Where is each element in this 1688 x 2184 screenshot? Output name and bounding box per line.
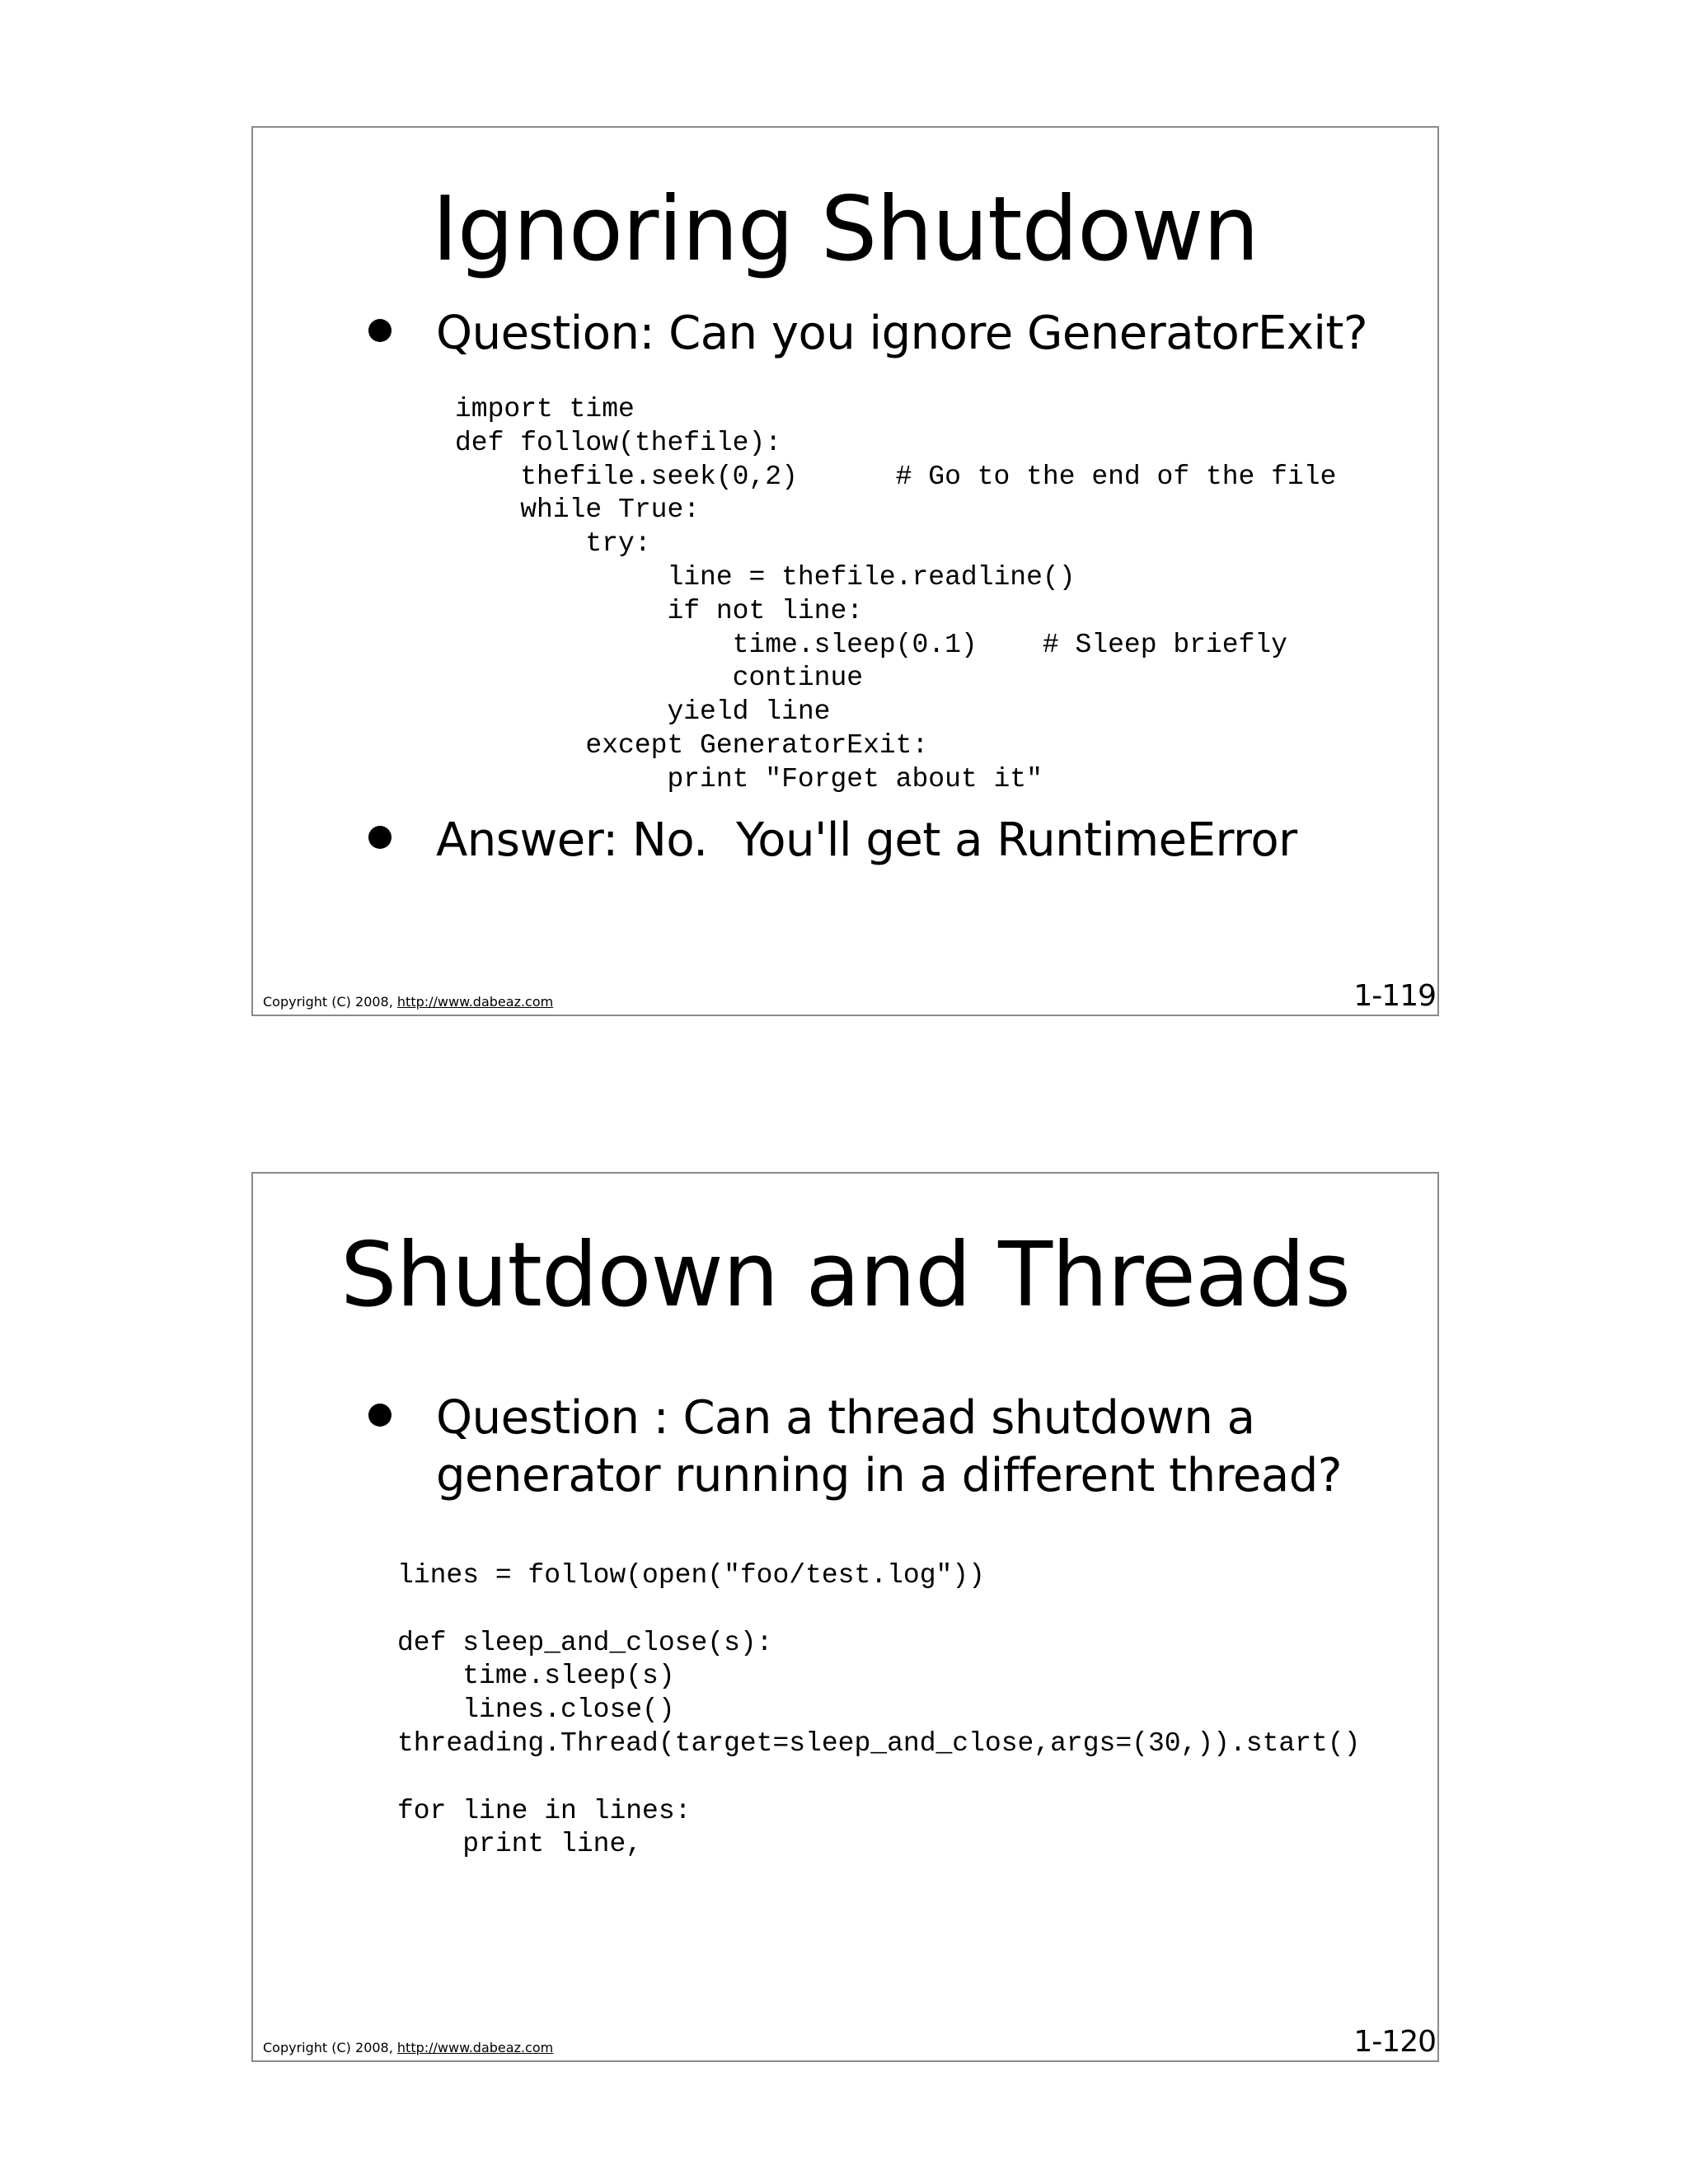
code-line: lines = follow(open("foo/test.log"))	[397, 1560, 985, 1591]
website-link[interactable]: http://www.dabeaz.com	[396, 2040, 554, 2055]
copyright-text: Copyright (C) 2008,	[263, 2040, 393, 2055]
bullet-dot-icon	[368, 826, 392, 849]
bullet-text: Question : Can a thread shutdown a generator running in a different thread?	[436, 1391, 1342, 1502]
code-line: threading.Thread(target=sleep_and_close,args=(30,)).start()	[397, 1727, 1361, 1759]
bullet-question	[368, 305, 1367, 363]
slide-ignoring-shutdown	[251, 126, 1439, 1016]
code-line: print line,	[397, 1829, 643, 1860]
copyright-text: Copyright (C) 2008,	[263, 994, 393, 1010]
code-line: continue	[455, 663, 864, 694]
slide-number: 1-119	[1353, 979, 1436, 1013]
code-line: while True:	[455, 494, 701, 526]
slide-number: 1-120	[1353, 2025, 1436, 2059]
code-line: thefile.seek(0,2) # Go to the end of the file	[455, 461, 1337, 492]
code-line: import time	[455, 394, 635, 424]
footer-copyright	[263, 994, 553, 1010]
code-line: lines.close()	[397, 1694, 675, 1726]
code-line: print "Forget about it"	[455, 763, 1043, 794]
bullet-text: Answer: No. You'll get a RuntimeError	[436, 813, 1297, 867]
bullet-question	[368, 1390, 1382, 1505]
code-block	[455, 393, 1336, 797]
footer-copyright	[263, 2040, 553, 2055]
bullet-dot-icon	[368, 319, 392, 342]
code-line: time.sleep(0.1) # Sleep briefly	[455, 629, 1287, 660]
slide-title: Ignoring Shutdown	[432, 178, 1259, 281]
bullet-dot-icon	[368, 1404, 392, 1427]
website-link[interactable]: http://www.dabeaz.com	[396, 994, 554, 1010]
code-line	[397, 1761, 1360, 1795]
bullet-text: Question: Can you ignore GeneratorExit?	[436, 307, 1368, 360]
code-line: yield line	[455, 696, 831, 728]
code-block	[397, 1559, 1360, 1862]
code-line: line = thefile.readline()	[455, 561, 1076, 593]
code-line: if not line:	[455, 595, 864, 626]
code-line: except GeneratorExit:	[455, 729, 929, 761]
code-line: def sleep_and_close(s):	[397, 1627, 773, 1658]
code-line: time.sleep(s)	[397, 1661, 675, 1692]
code-line: try:	[455, 528, 651, 560]
code-line	[397, 1593, 1360, 1627]
code-line: for line in lines:	[397, 1795, 692, 1826]
code-line: def follow(thefile):	[455, 427, 782, 458]
bullet-answer	[368, 812, 1297, 869]
slide-shutdown-and-threads	[251, 1172, 1439, 2062]
slide-title: Shutdown and Threads	[340, 1224, 1350, 1327]
